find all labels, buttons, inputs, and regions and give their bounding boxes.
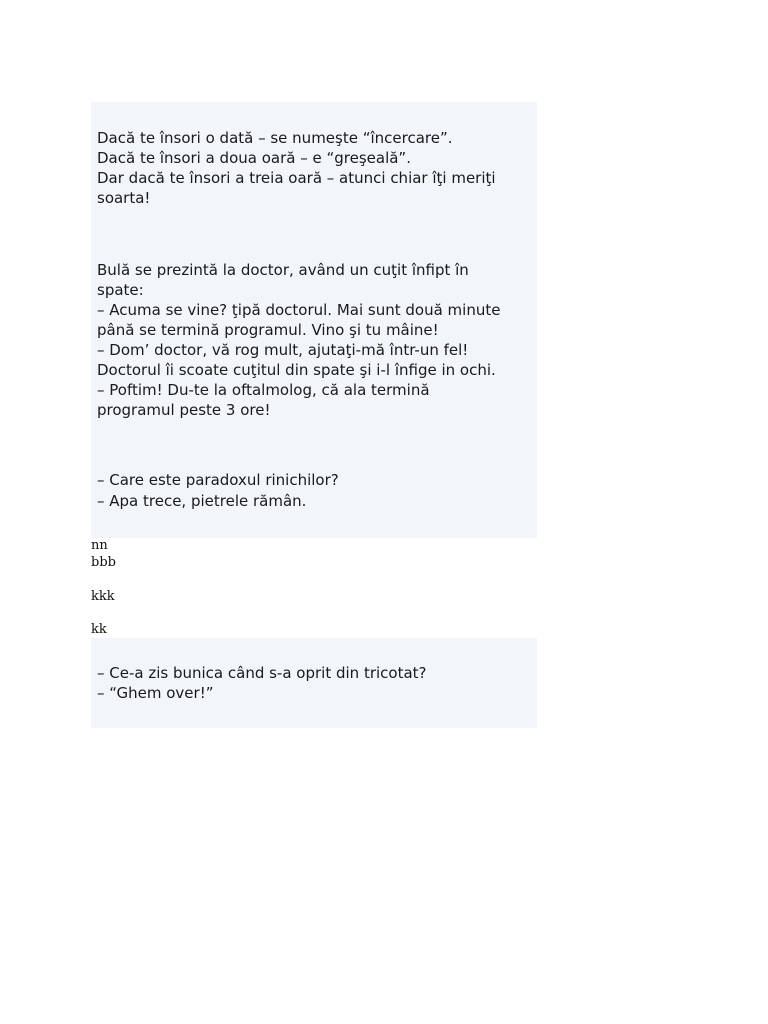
joke2-line-8: programul peste 3 ore! [97, 401, 271, 419]
joke2-line-6: Doctorul îi scoate cuţitul din spate şi i-l înfige in ochi. [97, 361, 496, 379]
joke2-line-1: Bulă se prezintă la doctor, având un cuţit înfipt în [97, 261, 469, 279]
joke1-line-3: Dar dacă te însori a treia oară – atunci chiar îţi meriţi [97, 169, 496, 187]
joke3-line-1: – Care este paradoxul rinichilor? [97, 471, 339, 489]
joke2-line-5: – Dom’ doctor, vă rog mult, ajutaţi-mă într-un fel! [97, 341, 469, 359]
joke4-line-2: – “Ghem over!” [97, 684, 214, 702]
note-kkk: kkk [91, 589, 115, 604]
joke2-line-7: – Poftim! Du-te la oftalmolog, că ala termină [97, 381, 430, 399]
joke2-line-2: spate: [97, 281, 144, 299]
joke2-line-3: – Acuma se vine? ţipă doctorul. Mai sunt două minute [97, 301, 501, 319]
note-nn: nn [91, 538, 108, 553]
note-bbb: bbb [91, 555, 116, 570]
joke3-line-2: – Apa trece, pietrele rămân. [97, 492, 307, 510]
note-kk: kk [91, 622, 107, 637]
jokes-block [91, 102, 537, 538]
joke4-block [91, 638, 537, 728]
joke4-line-1: – Ce-a zis bunica când s-a oprit din tricotat? [97, 664, 427, 682]
joke1-line-1: Dacă te însori o dată – se numeşte “încercare”. [97, 129, 453, 147]
joke1-line-2: Dacă te însori a doua oară – e “greşeală”. [97, 149, 411, 167]
joke1-line-4: soarta! [97, 189, 151, 207]
joke2-line-4: până se termină programul. Vino şi tu mâine! [97, 321, 439, 339]
